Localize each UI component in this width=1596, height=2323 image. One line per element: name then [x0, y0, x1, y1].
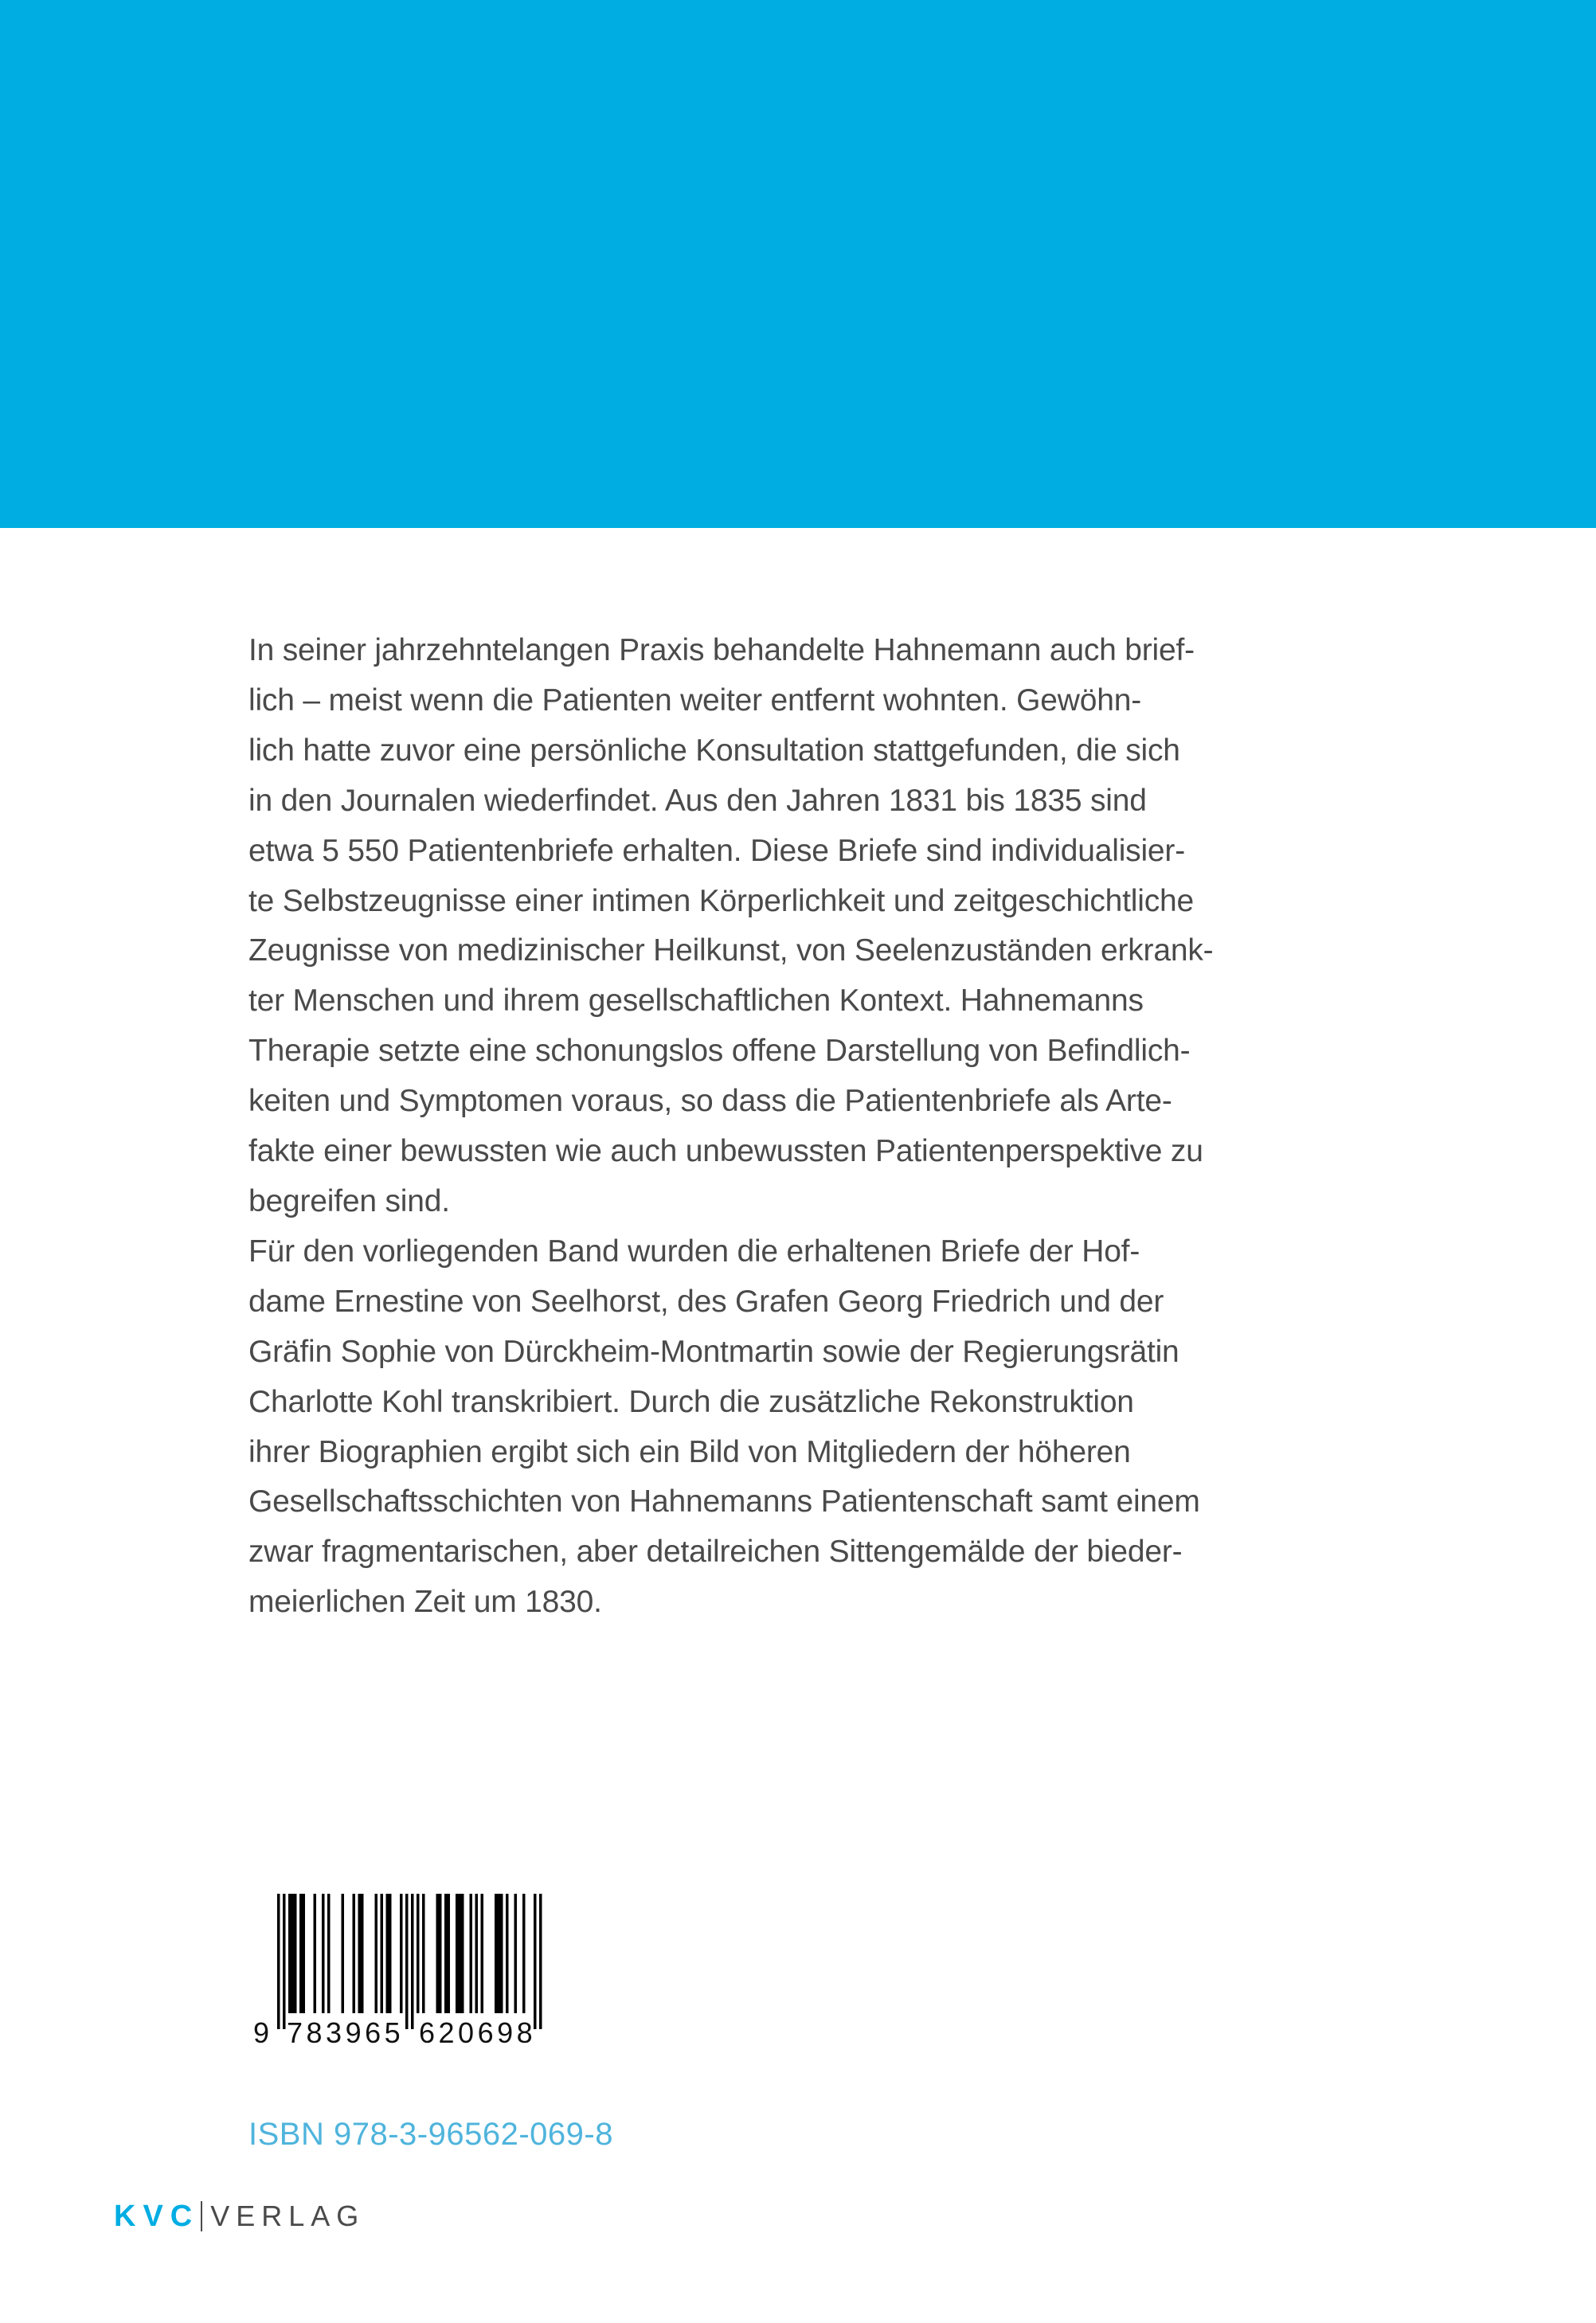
publisher-logo	[114, 2196, 365, 2236]
blurb-paragraph-1	[248, 626, 1244, 1227]
blurb-paragraph-2	[248, 1227, 1244, 1628]
barcode-bar	[322, 1894, 325, 2013]
barcode-bar	[353, 1894, 356, 2013]
barcode-bar	[361, 1894, 364, 2013]
barcode-bar	[470, 1894, 473, 2013]
barcode-bar	[506, 1894, 509, 2013]
barcode-bar	[461, 1894, 464, 2013]
blurb-line: etwa 5 550 Patientenbriefe erhalten. Diese Briefe sind individualisier-	[248, 833, 1185, 868]
blurb-line: Für den vorliegenden Band wurden die erhaltenen Briefe der Hof-	[248, 1234, 1140, 1269]
barcode-bar	[389, 1894, 392, 2013]
blurb-line: keiten und Symptomen voraus, so dass die Patientenbriefe als Arte-	[248, 1084, 1172, 1119]
barcode-bar	[294, 1894, 297, 2013]
barcode-bar	[475, 1894, 479, 2013]
barcode-bar	[400, 1894, 403, 2013]
barcode-digit-lead: 9	[253, 2016, 270, 2049]
top-color-band	[0, 0, 1596, 528]
blurb-line: in den Journalen wiederfindet. Aus den Jahren 1831 bis 1835 sind	[248, 783, 1147, 818]
barcode-digits-left: 783965	[287, 2016, 405, 2049]
barcode-bar	[539, 1894, 542, 2029]
barcode-bar	[459, 1894, 462, 2013]
barcode-bar	[303, 1894, 306, 2013]
blurb-line: meierlichen Zeit um 1830.	[248, 1585, 602, 1620]
barcode-bar	[481, 1894, 484, 2013]
blurb-line: fakte einer bewussten wie auch unbewussten Patientenperspektive zu	[248, 1134, 1203, 1169]
barcode-bar	[314, 1894, 317, 2013]
barcode-bar	[500, 1894, 503, 2013]
barcode-bar	[417, 1894, 420, 2013]
barcode-bar	[277, 1894, 280, 2029]
blurb-line: begreifen sind.	[248, 1183, 450, 1218]
barcode-bar	[358, 1894, 362, 2013]
barcode-bar	[422, 1894, 425, 2013]
isbn-number: ISBN 978-3-96562-069-8	[248, 2117, 613, 2152]
blurb-line: Charlotte Kohl transkribiert. Durch die zusätzliche Rekonstruktion	[248, 1384, 1134, 1419]
barcode-bar	[342, 1894, 345, 2013]
barcode-bar	[386, 1894, 389, 2013]
back-cover-blurb	[248, 626, 1244, 1628]
barcode-bar	[327, 1894, 331, 2013]
barcode-bar	[522, 1894, 526, 2013]
blurb-line: ihrer Biographien ergibt sich ein Bild von Mitgliedern der höheren	[248, 1434, 1131, 1469]
barcode-bar	[456, 1894, 459, 2013]
barcode-bar	[283, 1894, 286, 2029]
blurb-line: ter Menschen und ihrem gesellschaftlichen Kontext. Hahnemanns	[248, 984, 1144, 1019]
barcode-bar	[405, 1894, 409, 2029]
barcode-digits-right: 620698	[419, 2016, 537, 2049]
barcode-digits	[253, 2017, 556, 2049]
barcode-bar	[411, 1894, 414, 2029]
blurb-line: In seiner jahrzehntelangen Praxis behandelte Hahnemann auch brief-	[248, 633, 1195, 667]
barcode-bar	[448, 1894, 451, 2013]
barcode-bar	[498, 1894, 501, 2013]
isbn-barcode	[253, 1894, 556, 2049]
publisher-name-bold: KVC	[114, 2199, 200, 2233]
blurb-line: Gesellschaftsschichten von Hahnemanns Patientenschaft samt einem	[248, 1484, 1200, 1519]
barcode-bar	[444, 1894, 448, 2013]
blurb-line: lich – meist wenn die Patienten weiter entfernt wohnten. Gewöhn-	[248, 682, 1141, 718]
barcode-bar	[436, 1894, 440, 2013]
barcode-bar	[439, 1894, 442, 2013]
barcode-bar	[291, 1894, 295, 2013]
blurb-line: zwar fragmentarischen, aber detailreichen Sittengemälde der bieder-	[248, 1535, 1183, 1570]
publisher-name-rest: VERLAG	[210, 2200, 366, 2232]
barcode-bar	[514, 1894, 518, 2013]
publisher-divider	[201, 2201, 202, 2231]
blurb-line: Gräfin Sophie von Dürckheim-Montmartin sowie der Regierungsrätin	[248, 1334, 1179, 1369]
barcode-bar	[375, 1894, 378, 2013]
blurb-line: dame Ernestine von Seelhorst, des Grafen Georg Friedrich und der	[248, 1284, 1164, 1319]
blurb-line: Zeugnisse von medizinischer Heilkunst, von Seelenzuständen erkrank-	[248, 933, 1214, 968]
blurb-line: te Selbstzeugnisse einer intimen Körperlichkeit und zeitgeschichtliche	[248, 883, 1194, 918]
barcode-bar	[288, 1894, 291, 2013]
barcode-bar	[534, 1894, 537, 2029]
barcode-bar	[495, 1894, 498, 2013]
blurb-line: Therapie setzte eine schonungslos offene Darstellung von Befindlich-	[248, 1034, 1191, 1069]
blurb-line: lich hatte zuvor eine persönliche Konsultation stattgefunden, die sich	[248, 733, 1180, 768]
barcode-bar	[299, 1894, 303, 2013]
barcode-bar	[381, 1894, 384, 2013]
